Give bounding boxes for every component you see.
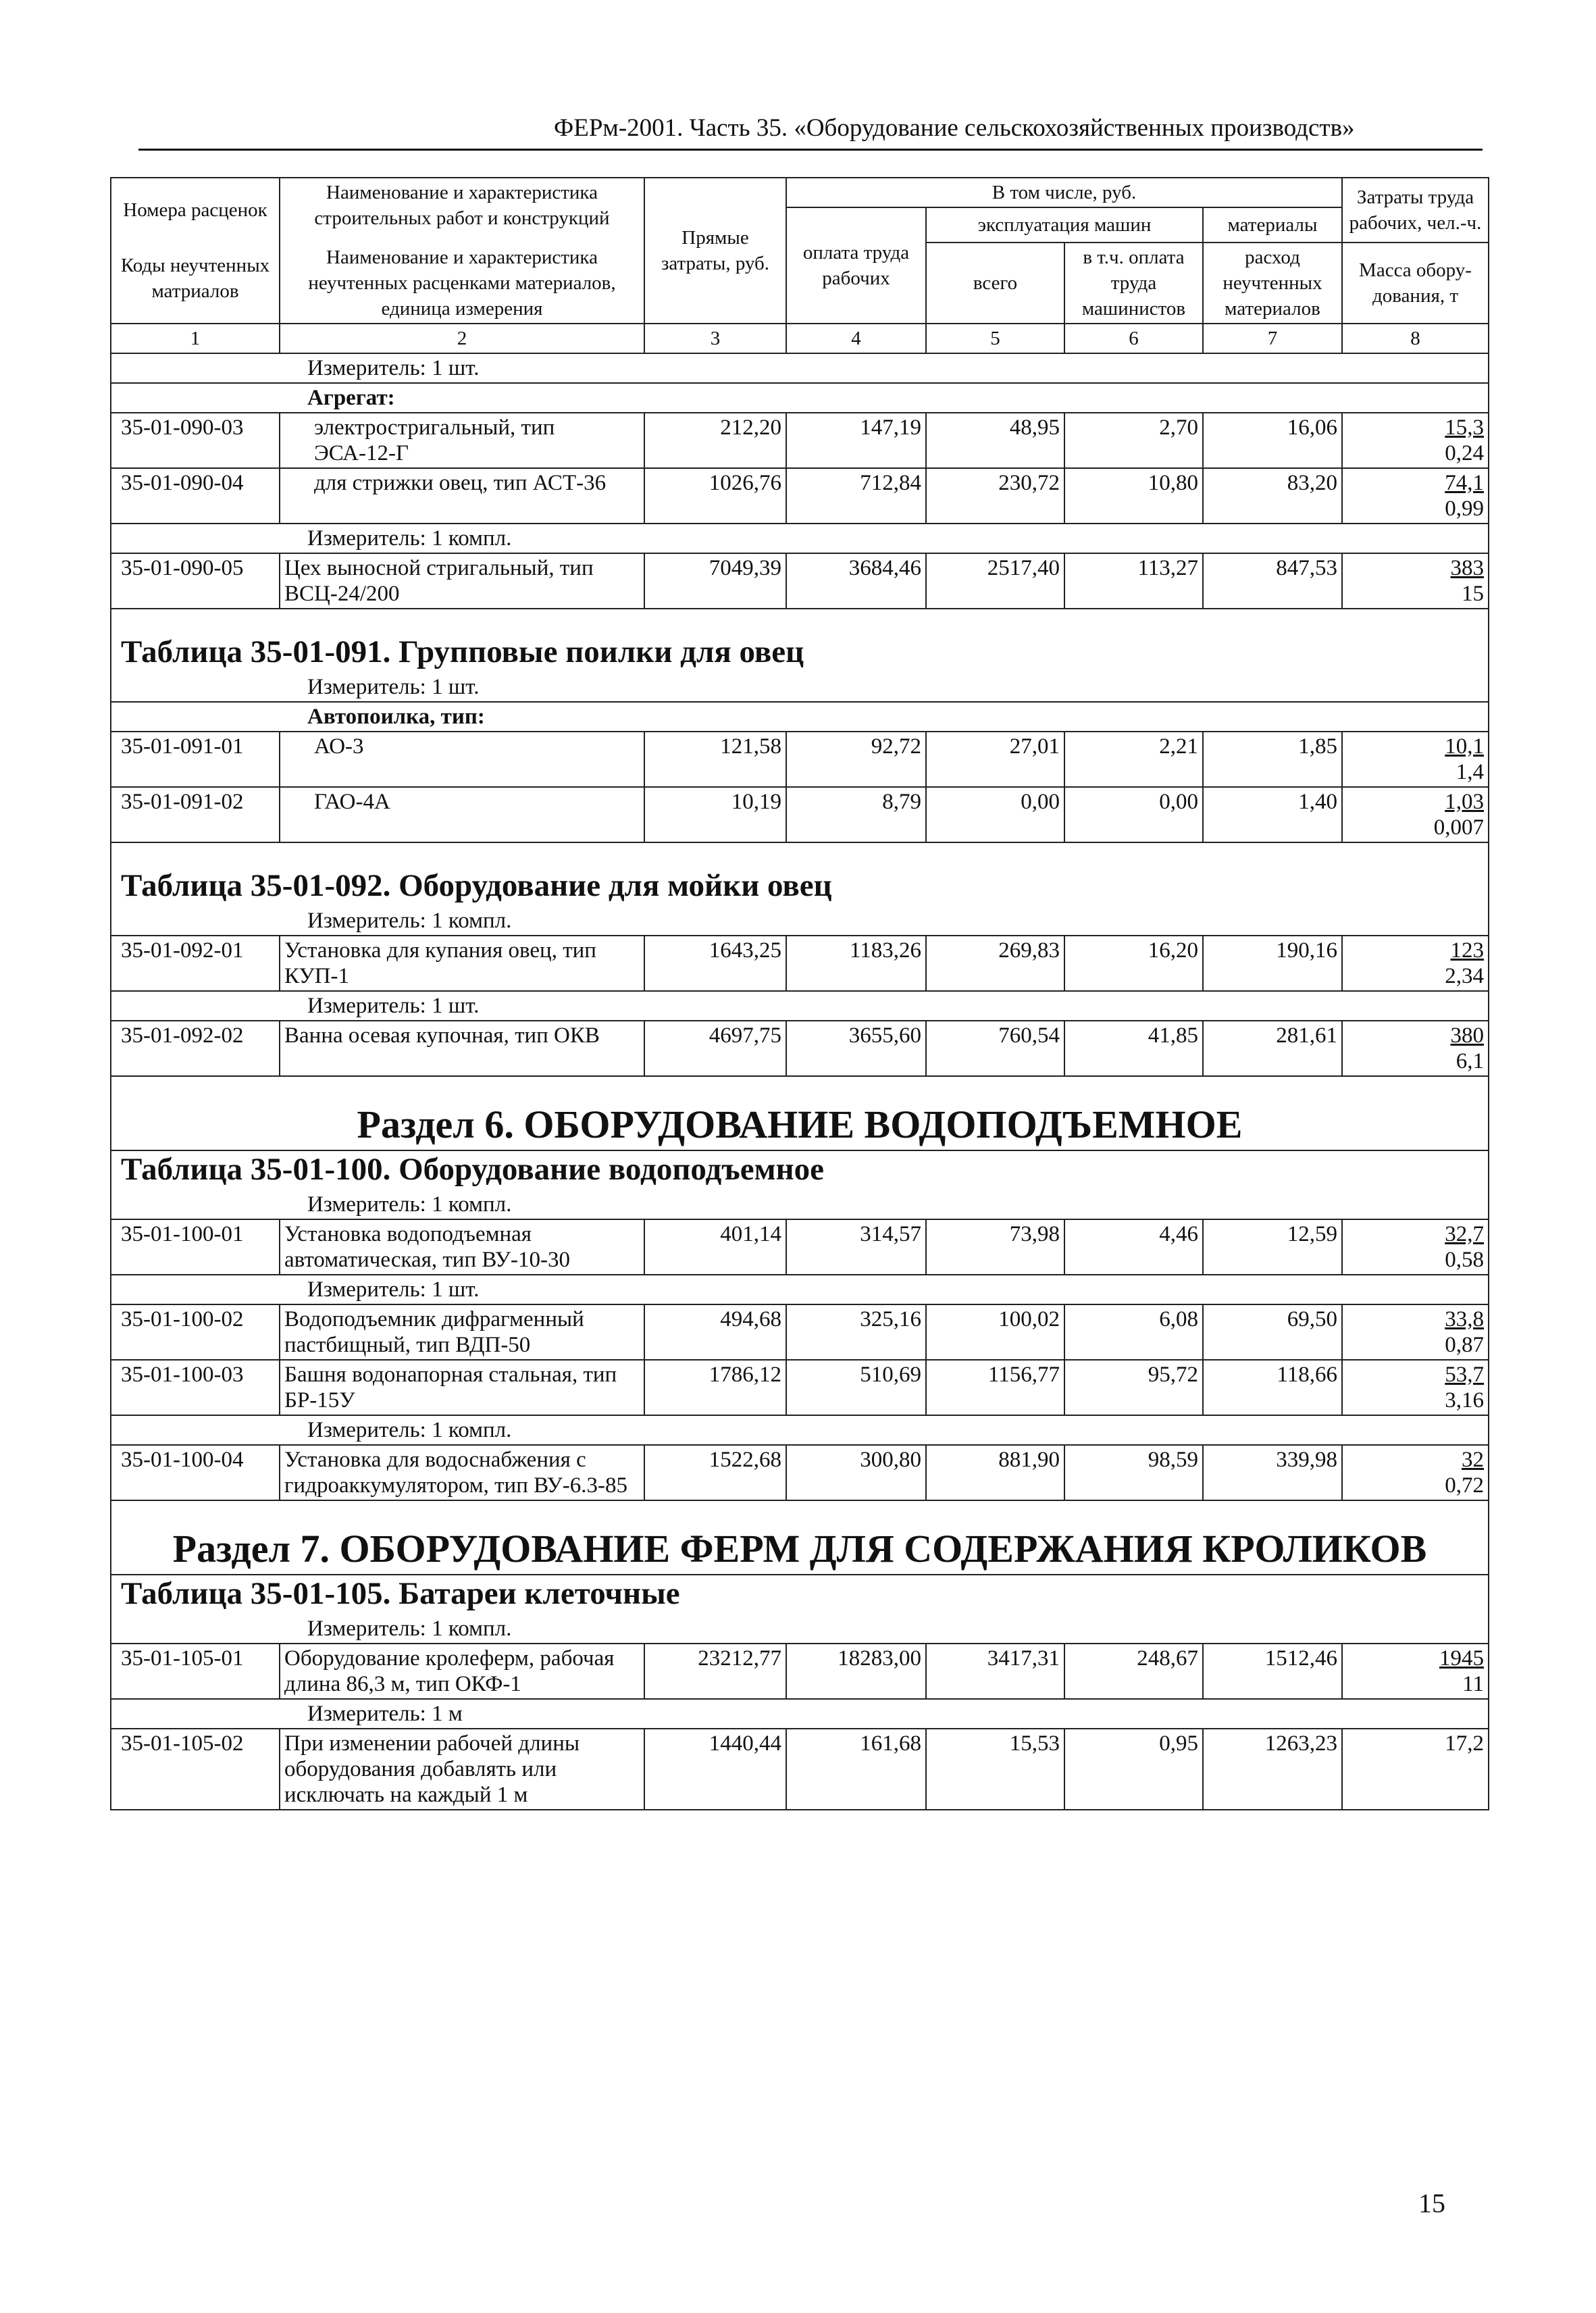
rate-code: 35-01-090-05 (111, 553, 280, 609)
rates-table (110, 177, 1489, 1810)
rate-code: 35-01-091-01 (111, 732, 280, 787)
rate-name: ГАО-4А (280, 787, 644, 842)
machines-total: 760,54 (926, 1021, 1064, 1076)
rate-name: Оборудование кролеферм, рабочая длина 86,3 м, тип ОКФ-1 (280, 1644, 644, 1699)
direct-cost: 494,68 (644, 1304, 786, 1360)
table-row (111, 553, 1489, 609)
materials-cost: 12,59 (1203, 1219, 1342, 1275)
rate-name: Башня водонапорная стальная, тип БР-15У (280, 1360, 644, 1415)
rate-name: При изменении рабочей длины оборудования добавлять или исключать на каждый 1 м (280, 1729, 644, 1810)
table-row (111, 1219, 1489, 1275)
labor-hours: 33,8 (1445, 1307, 1484, 1331)
labor-pay: 300,80 (786, 1445, 926, 1500)
col-header-mass: Масса обору-дования, т (1342, 243, 1489, 324)
measure-label: Измеритель: 1 компл. (111, 1615, 1489, 1644)
rate-code: 35-01-090-03 (111, 413, 280, 468)
rate-name: Цех выносной стригальный, тип ВСЦ-24/200 (280, 553, 644, 609)
rate-name: электростригальный, тип ЭСА-12-Г (280, 413, 644, 468)
machines-total: 230,72 (926, 468, 1064, 524)
table-title: Таблица 35-01-100. Оборудование водоподъемное (111, 1150, 1489, 1190)
measure-label: Измеритель: 1 м (111, 1699, 1489, 1729)
machinists-pay: 4,46 (1064, 1219, 1203, 1275)
page-number: 15 (1418, 2188, 1445, 2218)
labor-hours: 380 (1450, 1023, 1484, 1048)
materials-cost: 118,66 (1203, 1360, 1342, 1415)
equipment-mass: 6,1 (1456, 1049, 1484, 1073)
table-header-row (111, 178, 1489, 207)
labor-mass-cell (1342, 1644, 1489, 1699)
labor-pay: 8,79 (786, 787, 926, 842)
rate-code: 35-01-105-02 (111, 1729, 280, 1810)
col-header-materials: материалы (1203, 207, 1342, 243)
materials-cost: 83,20 (1203, 468, 1342, 524)
materials-cost: 281,61 (1203, 1021, 1342, 1076)
machines-total: 48,95 (926, 413, 1064, 468)
machines-total: 2517,40 (926, 553, 1064, 609)
group-label: Агрегат: (111, 383, 1489, 413)
machinists-pay: 0,00 (1064, 787, 1203, 842)
materials-cost: 339,98 (1203, 1445, 1342, 1500)
direct-cost: 1026,76 (644, 468, 786, 524)
column-numbers-row (111, 324, 1489, 353)
table-row (111, 413, 1489, 468)
machines-total: 73,98 (926, 1219, 1064, 1275)
col-num: 6 (1064, 324, 1203, 353)
col-header-machines: эксплуатация машин (926, 207, 1203, 243)
col-header-total: всего (926, 243, 1064, 324)
labor-mass-cell (1342, 553, 1489, 609)
labor-hours: 53,7 (1445, 1363, 1484, 1387)
materials-cost: 1512,46 (1203, 1644, 1342, 1699)
group-label: Автопоилка, тип: (111, 702, 1489, 732)
materials-cost: 1,40 (1203, 787, 1342, 842)
machines-total: 100,02 (926, 1304, 1064, 1360)
labor-hours: 32,7 (1445, 1222, 1484, 1246)
materials-cost: 69,50 (1203, 1304, 1342, 1360)
direct-cost: 1440,44 (644, 1729, 786, 1810)
machines-total: 269,83 (926, 936, 1064, 991)
materials-cost: 847,53 (1203, 553, 1342, 609)
rate-name: Водоподъемник дифрагменный пастбищный, тип ВДП-50 (280, 1304, 644, 1360)
labor-mass-cell (1342, 787, 1489, 842)
equipment-mass: 0,007 (1433, 815, 1484, 840)
rate-name: Установка для купания овец, тип КУП-1 (280, 936, 644, 991)
col-header-machinists: в т.ч. оплата труда машинистов (1064, 243, 1203, 324)
rate-code: 35-01-090-04 (111, 468, 280, 524)
machinists-pay: 10,80 (1064, 468, 1203, 524)
rate-code: 35-01-100-03 (111, 1360, 280, 1415)
labor-hours: 17,2 (1445, 1731, 1484, 1756)
labor-pay: 510,69 (786, 1360, 926, 1415)
table-row (111, 936, 1489, 991)
table-row (111, 1644, 1489, 1699)
measure-label: Измеритель: 1 компл. (111, 907, 1489, 936)
labor-mass-cell (1342, 468, 1489, 524)
rate-code: 35-01-092-01 (111, 936, 280, 991)
rate-name: Установка для водоснабжения с гидроаккумулятором, тип ВУ-6.3-85 (280, 1445, 644, 1500)
machinists-pay: 113,27 (1064, 553, 1203, 609)
machines-total: 15,53 (926, 1729, 1064, 1810)
direct-cost: 23212,77 (644, 1644, 786, 1699)
rate-code: 35-01-091-02 (111, 787, 280, 842)
labor-hours: 32 (1462, 1448, 1484, 1472)
col-header-material-use: расход неучтенных материалов (1203, 243, 1342, 324)
equipment-mass: 0,24 (1445, 441, 1484, 465)
labor-mass-cell (1342, 732, 1489, 787)
labor-pay: 314,57 (786, 1219, 926, 1275)
equipment-mass: 3,16 (1445, 1388, 1484, 1413)
col-header-incl: В том числе, руб. (786, 178, 1342, 207)
machines-total: 3417,31 (926, 1644, 1064, 1699)
machines-total: 1156,77 (926, 1360, 1064, 1415)
rate-name: для стрижки овец, тип АСТ-36 (280, 468, 644, 524)
table-title: Таблица 35-01-105. Батареи клеточные (111, 1575, 1489, 1615)
labor-mass-cell (1342, 1021, 1489, 1076)
col-num: 1 (111, 324, 280, 353)
measure-label: Измеритель: 1 компл. (111, 1190, 1489, 1219)
table-row (111, 1304, 1489, 1360)
labor-pay: 18283,00 (786, 1644, 926, 1699)
labor-mass-cell (1342, 1304, 1489, 1360)
direct-cost: 1786,12 (644, 1360, 786, 1415)
table-row (111, 732, 1489, 787)
labor-hours: 1945 (1439, 1646, 1484, 1671)
labor-mass-cell (1342, 1729, 1489, 1810)
measure-label: Измеритель: 1 шт. (111, 991, 1489, 1021)
labor-mass-cell (1342, 413, 1489, 468)
labor-pay: 3684,46 (786, 553, 926, 609)
rate-code: 35-01-092-02 (111, 1021, 280, 1076)
table-title: Таблица 35-01-091. Групповые поилки для овец (111, 609, 1489, 673)
labor-pay: 92,72 (786, 732, 926, 787)
table-row (111, 1445, 1489, 1500)
rate-name: Установка водоподъемная автоматическая, тип ВУ-10-30 (280, 1219, 644, 1275)
table-title: Таблица 35-01-092. Оборудование для мойки овец (111, 842, 1489, 907)
labor-pay: 161,68 (786, 1729, 926, 1810)
col-header-name: Наименование и характеристика строительных работ и конструкций Наименование и характеристика неучтенных расценками материалов, единица измерения (280, 178, 644, 324)
labor-mass-cell (1342, 1360, 1489, 1415)
col-num: 2 (280, 324, 644, 353)
table-row (111, 1021, 1489, 1076)
labor-hours: 123 (1450, 938, 1484, 963)
materials-cost: 16,06 (1203, 413, 1342, 468)
machinists-pay: 2,70 (1064, 413, 1203, 468)
labor-hours: 15,3 (1445, 415, 1484, 440)
labor-pay: 325,16 (786, 1304, 926, 1360)
col-num: 7 (1203, 324, 1342, 353)
measure-label: Измеритель: 1 компл. (111, 1415, 1489, 1445)
table-row (111, 1360, 1489, 1415)
labor-hours: 383 (1450, 556, 1484, 580)
labor-pay: 1183,26 (786, 936, 926, 991)
col-num: 5 (926, 324, 1064, 353)
measure-label: Измеритель: 1 шт. (111, 1275, 1489, 1304)
col-num: 4 (786, 324, 926, 353)
rate-code: 35-01-100-04 (111, 1445, 280, 1500)
materials-cost: 190,16 (1203, 936, 1342, 991)
labor-mass-cell (1342, 1445, 1489, 1500)
machines-total: 27,01 (926, 732, 1064, 787)
measure-label: Измеритель: 1 шт. (111, 673, 1489, 702)
direct-cost: 1522,68 (644, 1445, 786, 1500)
measure-label: Измеритель: 1 шт. (111, 353, 1489, 383)
rate-name: Ванна осевая купочная, тип ОКВ (280, 1021, 644, 1076)
machinists-pay: 248,67 (1064, 1644, 1203, 1699)
equipment-mass: 11 (1462, 1672, 1484, 1696)
materials-cost: 1263,23 (1203, 1729, 1342, 1810)
measure-label: Измеритель: 1 компл. (111, 524, 1489, 553)
labor-pay: 3655,60 (786, 1021, 926, 1076)
machinists-pay: 95,72 (1064, 1360, 1203, 1415)
direct-cost: 212,20 (644, 413, 786, 468)
rate-code: 35-01-100-02 (111, 1304, 280, 1360)
labor-hours: 10,1 (1445, 734, 1484, 759)
rate-name: АО-3 (280, 732, 644, 787)
direct-cost: 7049,39 (644, 553, 786, 609)
section-title: Раздел 6. ОБОРУДОВАНИЕ ВОДОПОДЪЕМНОЕ (111, 1076, 1489, 1150)
labor-hours: 1,03 (1445, 790, 1484, 814)
section-title: Раздел 7. ОБОРУДОВАНИЕ ФЕРМ ДЛЯ СОДЕРЖАНИЯ КРОЛИКОВ (111, 1500, 1489, 1575)
labor-mass-cell (1342, 1219, 1489, 1275)
col-num: 3 (644, 324, 786, 353)
equipment-mass: 15 (1462, 582, 1484, 606)
rate-code: 35-01-100-01 (111, 1219, 280, 1275)
machinists-pay: 2,21 (1064, 732, 1203, 787)
machinists-pay: 0,95 (1064, 1729, 1203, 1810)
materials-cost: 1,85 (1203, 732, 1342, 787)
table-row (111, 468, 1489, 524)
labor-mass-cell (1342, 936, 1489, 991)
col-header-pay: оплата труда рабочих (786, 207, 926, 324)
rate-code: 35-01-105-01 (111, 1644, 280, 1699)
machinists-pay: 41,85 (1064, 1021, 1203, 1076)
table-row (111, 787, 1489, 842)
header-rule (138, 149, 1483, 151)
direct-cost: 10,19 (644, 787, 786, 842)
direct-cost: 121,58 (644, 732, 786, 787)
machines-total: 881,90 (926, 1445, 1064, 1500)
equipment-mass: 1,4 (1456, 760, 1484, 784)
machinists-pay: 16,20 (1064, 936, 1203, 991)
equipment-mass: 0,87 (1445, 1333, 1484, 1357)
col-header-labor: Затраты труда рабочих, чел.-ч. (1342, 178, 1489, 243)
labor-pay: 147,19 (786, 413, 926, 468)
equipment-mass: 0,72 (1445, 1473, 1484, 1498)
labor-hours: 74,1 (1445, 471, 1484, 495)
machinists-pay: 6,08 (1064, 1304, 1203, 1360)
col-num: 8 (1342, 324, 1489, 353)
machines-total: 0,00 (926, 787, 1064, 842)
direct-cost: 401,14 (644, 1219, 786, 1275)
col-header-direct: Прямые затраты, руб. (644, 178, 786, 324)
table-row (111, 1729, 1489, 1810)
machinists-pay: 98,59 (1064, 1445, 1203, 1500)
direct-cost: 1643,25 (644, 936, 786, 991)
direct-cost: 4697,75 (644, 1021, 786, 1076)
labor-pay: 712,84 (786, 468, 926, 524)
equipment-mass: 2,34 (1445, 964, 1484, 988)
page-header: ФЕРм-2001. Часть 35. «Оборудование сельскохозяйственных производств» (554, 114, 1355, 142)
col-header-codes: Номера расценок Коды неучтенных матриалов (111, 178, 280, 324)
equipment-mass: 0,99 (1445, 497, 1484, 521)
equipment-mass: 0,58 (1445, 1248, 1484, 1272)
